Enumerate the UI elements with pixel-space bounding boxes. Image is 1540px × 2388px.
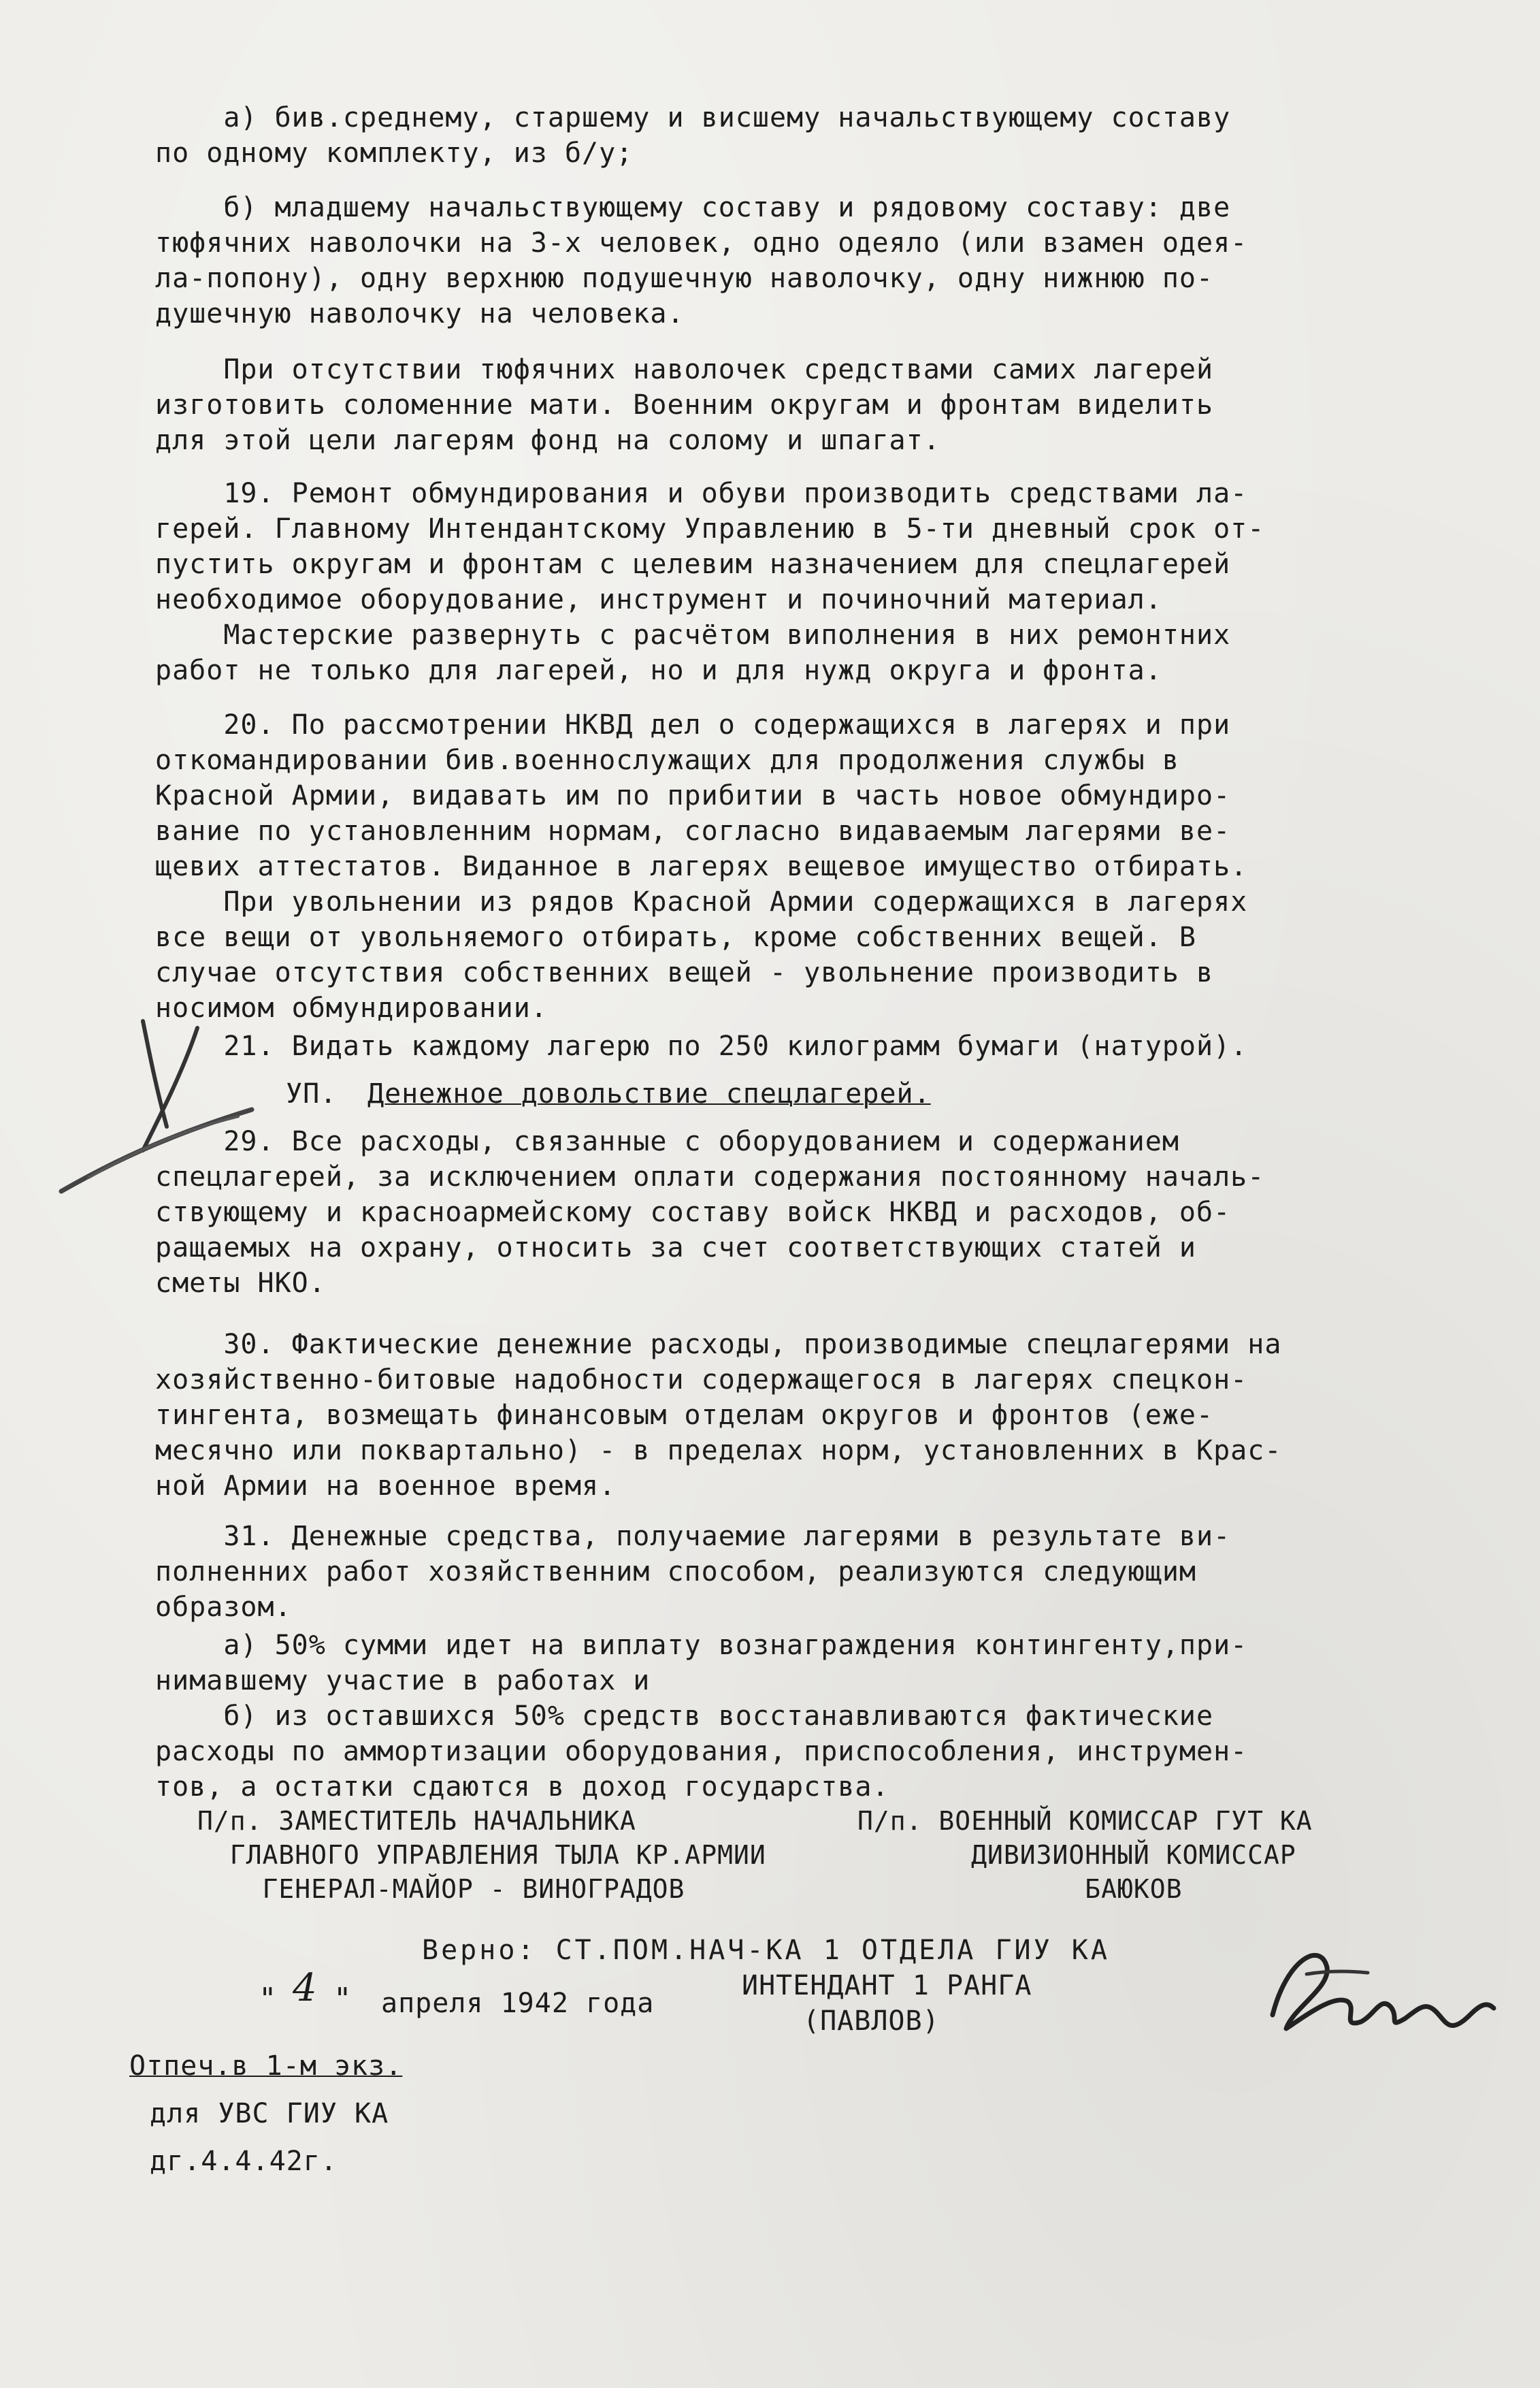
text-line: необходимое оборудование, инструмент и починочний материал.: [155, 584, 1162, 615]
date-day: 4: [293, 1966, 318, 2010]
text-line: хозяйственно-битовые надобности содержащегося в лагерях спецкон-: [155, 1364, 1248, 1395]
text-line: а) 50% сумми идет на виплату вознаграждения контингенту,при-: [155, 1630, 1248, 1661]
text-line: работ не только для лагерей, но и для нужд округа и фронта.: [155, 655, 1162, 686]
text-line: вание по установленним нормам, согласно видаваемым лагерями ве-: [155, 816, 1231, 847]
text-line: 20. По рассмотрении НКВД дел о содержащихся в лагерях и при: [155, 709, 1231, 741]
text-line: тов, а остатки сдаются в доход государства.: [155, 1771, 889, 1803]
text-line: ращаемых на охрану, относить за счет соответствующих статей и: [155, 1232, 1197, 1263]
text-line: месячно или поквартально) - в пределах норм, установленних в Крас-: [155, 1435, 1282, 1466]
footer-line: для УВС ГИУ КА: [150, 2098, 389, 2129]
text-line: душечную наволочку на человека.: [155, 298, 685, 329]
text-line: Мастерские развернуть с расчётом виполнения в них ремонтних: [155, 619, 1231, 651]
handwritten-signature-icon: [1245, 1933, 1504, 2056]
signature-right-line: ДИВИЗИОННЫЙ КОМИССАР: [857, 1840, 1296, 1870]
signature-left-line: П/п. ЗАМЕСТИТЕЛЬ НАЧАЛЬНИКА: [197, 1806, 636, 1836]
footer-line: дг.4.4.42г.: [150, 2146, 338, 2177]
section-number: УП.: [286, 1078, 338, 1110]
signature-left-line: ГЛАВНОГО УПРАВЛЕНИЯ ТЫЛА КР.АРМИИ: [197, 1840, 766, 1870]
text-line: изготовить соломенние мати. Военним округам и фронтам виделить: [155, 389, 1214, 421]
text-line: пустить округам и фронтам с целевим назначением для спецлагерей: [155, 549, 1231, 580]
text-line: носимом обмундировании.: [155, 993, 548, 1024]
text-line: нимавшему участие в работах и: [155, 1665, 651, 1696]
text-line: спецлагерей, за исключением оплати содержания постоянному началь-: [155, 1161, 1265, 1193]
section-title: Денежное довольствие спецлагерей.: [367, 1078, 931, 1110]
text-line: а) бив.среднему, старшему и висшему начальствующему составу: [155, 102, 1231, 133]
date-quote-open: ": [259, 1982, 278, 2016]
date-quote-close: ": [333, 1982, 353, 2016]
text-line: случае отсутствия собственних вещей - увольнение производить в: [155, 957, 1214, 988]
text-line: сметы НКО.: [155, 1268, 326, 1299]
text-line: 21. Видать каждому лагерю по 250 килограмм бумаги (натурой).: [155, 1031, 1248, 1062]
text-line: образом.: [155, 1592, 292, 1623]
text-line: При увольнении из рядов Красной Армии содержащихся в лагерях: [155, 886, 1248, 918]
text-line: для этой цели лагерям фонд на солому и шпагат.: [155, 425, 940, 456]
text-line: ной Армии на военное время.: [155, 1470, 617, 1502]
text-line: откомандировании бив.военнослужащих для продолжения службы в: [155, 745, 1179, 776]
text-line: Красной Армии, видавать им по прибитии в часть новое обмундиро-: [155, 780, 1231, 811]
text-line: 29. Все расходы, связанные с оборудованием и содержанием: [155, 1126, 1179, 1157]
text-line: по одному комплекту, из б/у;: [155, 138, 634, 169]
text-line: герей. Главному Интендантскому Управлению в 5-ти дневный срок от-: [155, 513, 1265, 545]
text-line: тюфячних наволочки на 3-х человек, одно одеяло (или взамен одея-: [155, 227, 1248, 259]
footer-line: Отпеч.в 1-м экз.: [129, 2050, 403, 2082]
text-line: полненних работ хозяйственним способом, реализуются следующим: [155, 1556, 1197, 1587]
signature-right-line: БАЮКОВ: [857, 1874, 1183, 1904]
text-line: 31. Денежные средства, получаемие лагерями в результате ви-: [155, 1521, 1231, 1552]
text-line: 19. Ремонт обмундирования и обуви производить средствами ла-: [155, 478, 1248, 509]
signature-right-line: П/п. ВОЕННЫЙ КОМИССАР ГУТ КА: [857, 1806, 1313, 1836]
date-text: апреля 1942 года: [381, 1988, 655, 2019]
text-line: расходы по аммортизации оборудования, приспособления, инструмен-: [155, 1736, 1248, 1767]
text-line: ствующему и красноармейскому составу войск НКВД и расходов, об-: [155, 1197, 1231, 1228]
text-line: ла-попону), одну верхнюю подушечную наволочку, одну нижнюю по-: [155, 263, 1214, 294]
text-line: б) младшему начальствующему составу и рядовому составу: две: [155, 192, 1231, 223]
certification-line: Верно: СТ.ПОМ.НАЧ-КА 1 ОТДЕЛА ГИУ КА: [422, 1935, 1110, 1966]
text-line: тингента, возмещать финансовым отделам округов и фронтов (еже-: [155, 1400, 1214, 1431]
certification-rank: ИНТЕНДАНТ 1 РАНГА: [742, 1970, 1032, 2001]
certification-name: (ПАВЛОВ): [803, 2005, 940, 2037]
signature-left-line: ГЕНЕРАЛ-МАЙОР - ВИНОГРАДОВ: [197, 1874, 685, 1904]
text-line: щевих аттестатов. Виданное в лагерях вещевое имущество отбирать.: [155, 851, 1248, 882]
text-line: 30. Фактические денежние расходы, производимые спецлагерями на: [155, 1329, 1282, 1360]
text-line: б) из оставшихся 50% средств восстанавливаются фактические: [155, 1700, 1214, 1732]
text-line: все вещи от увольняемого отбирать, кроме собственних вещей. В: [155, 922, 1197, 953]
text-line: При отсутствии тюфячних наволочек средствами самих лагерей: [155, 354, 1214, 385]
